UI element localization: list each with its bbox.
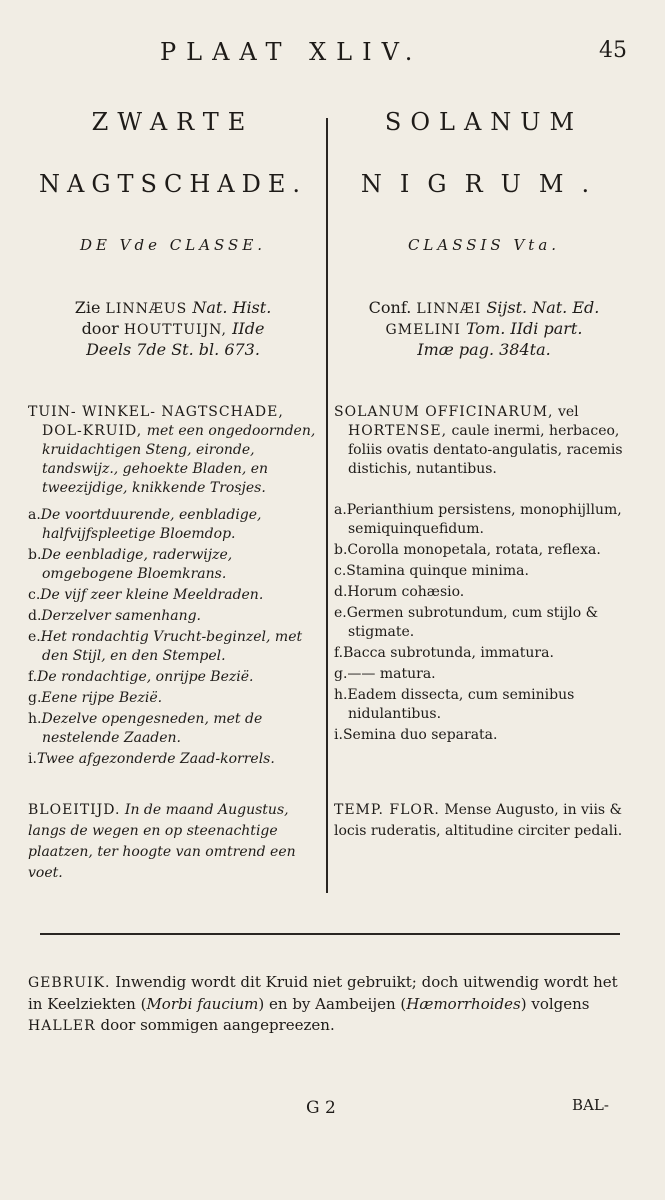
usage-paragraph (28, 972, 628, 1037)
dutch-reference (28, 298, 318, 360)
ref-part: IIde (232, 319, 265, 338)
horizontal-rule (40, 933, 620, 935)
list-item: g.—— matura. (334, 666, 436, 682)
list-item: a.Perianthium persistens, monophijllum, semiquinquefidum. (334, 502, 622, 537)
temp-label: TEMP. FLOR. (334, 802, 440, 818)
page-number: 45 (599, 38, 627, 63)
catchword: BAL- (572, 1096, 609, 1114)
list-item: f.De rondachtige, onrijpe Bezië. (28, 669, 254, 685)
dutch-name-line2: NAGTSCHADE. (39, 170, 307, 198)
latin-name-line2: NIGRUM. (360, 170, 608, 198)
list-item: i.Semina duo separata. (334, 727, 498, 743)
plate-title: PLAAT XLIV. (160, 38, 423, 66)
bloei-text: In de maand Augustus, langs de wegen en op steenachtige plaatzen, ter hoogte van omtrend een voet. (28, 802, 296, 881)
ref-zie: Zie (74, 298, 101, 317)
latin-class-line: CLASSIS Vta. (407, 236, 561, 254)
usage-haller: HALLER (28, 1018, 96, 1034)
list-item: e.Het rondachtig Vrucht-beginzel, met den Stijl, en den Stempel. (28, 629, 303, 664)
ref-pag: Imæ pag. 384ta. (417, 340, 551, 359)
column-divider (326, 118, 328, 893)
list-item: c.Stamina quinque minima. (334, 563, 529, 579)
latin-lead-name: SOLANUM OFFICINARUM, (334, 404, 554, 420)
list-item: b.Corolla monopetala, rotata, reflexa. (334, 542, 601, 558)
dutch-flowering-time (28, 800, 318, 884)
ref-translator: HOUTTUIJN, (123, 322, 227, 338)
latin-items (334, 501, 634, 745)
latin-reference (334, 298, 634, 360)
dutch-lead-cont-name: DOL-KRUID, (42, 423, 143, 439)
dutch-items (28, 506, 318, 769)
usage-text2: ) en by Aambeijen ( (258, 995, 407, 1013)
usage-label: GEBRUIK. (28, 975, 111, 991)
list-item: h.Dezelve opengesneden, met de nestelende Zaaden. (28, 711, 263, 746)
ref-editor: GMELINI (385, 322, 461, 338)
list-item: b.De eenbladige, raderwijze, omgebogene Bloemkrans. (28, 547, 233, 582)
latin-flowering-time (334, 800, 634, 842)
ref-door: door (81, 319, 119, 338)
list-item: c.De vijf zeer kleine Meeldraden. (28, 587, 264, 603)
bloei-label: BLOEITIJD. (28, 802, 121, 818)
ref-deels: Deels 7de St. bl. 673. (86, 340, 260, 359)
ref-author: LINNÆUS (105, 301, 188, 317)
ref-author-latin: LINNÆI (416, 301, 482, 317)
usage-haem: Hæmorrhoides (406, 995, 521, 1013)
ref-tom: Tom. IIdi part. (466, 319, 583, 338)
latin-lead (334, 403, 634, 479)
list-item: a.De voortduurende, eenbladige, halfvijfspleetige Bloemdop. (28, 507, 262, 542)
latin-lead-text: caule inermi, herbaceo, foliis ovatis dentato-angulatis, racemis distichis, nutantibus. (348, 423, 623, 477)
dutch-name-line1: ZWARTE (91, 108, 255, 136)
dutch-lead-text: met een ongedoornden, kruidachtigen Steng, eironde, tandswijz., gehoekte Bladen, en tweezijdige, knikkende Trosjes. (42, 423, 316, 496)
dutch-description (28, 403, 318, 771)
latin-description (334, 403, 634, 747)
usage-text4: door sommigen aangepreezen. (100, 1016, 335, 1034)
ref-work: Nat. Hist. (192, 298, 272, 317)
list-item: f.Bacca subrotunda, immatura. (334, 645, 554, 661)
list-item: d.Horum cohæsio. (334, 584, 465, 600)
dutch-lead (28, 403, 318, 498)
list-item: e.Germen subrotundum, cum stijlo & stigmate. (334, 605, 599, 640)
latin-name-line1: SOLANUM (384, 108, 584, 136)
ref-conf: Conf. (368, 298, 412, 317)
list-item: i.Twee afgezonderde Zaad-korrels. (28, 751, 275, 767)
latin-lead-vel: vel (557, 404, 579, 420)
list-item: h.Eadem dissecta, cum seminibus nidulantibus. (334, 687, 575, 722)
dutch-class-line: DE Vde CLASSE. (79, 236, 267, 254)
usage-text1: Inwendig wordt dit Kruid niet gebruikt; doch uitwendig wordt het in Keelziekten ( (28, 973, 618, 1013)
ref-work-latin: Sijst. Nat. Ed. (486, 298, 600, 317)
usage-morbi: Morbi faucium (146, 995, 259, 1013)
latin-lead-name2: HORTENSE, (348, 423, 448, 439)
signature-mark: G 2 (306, 1098, 336, 1118)
list-item: d.Derzelver samenhang. (28, 608, 201, 624)
dutch-lead-name: TUIN- WINKEL- NAGTSCHADE, (28, 404, 284, 420)
list-item: g.Eene rijpe Bezië. (28, 690, 163, 706)
usage-text3: ) volgens (520, 995, 590, 1013)
temp-text: Mense Augusto, in viis & locis ruderatis, altitudine circiter pedali. (334, 802, 623, 839)
